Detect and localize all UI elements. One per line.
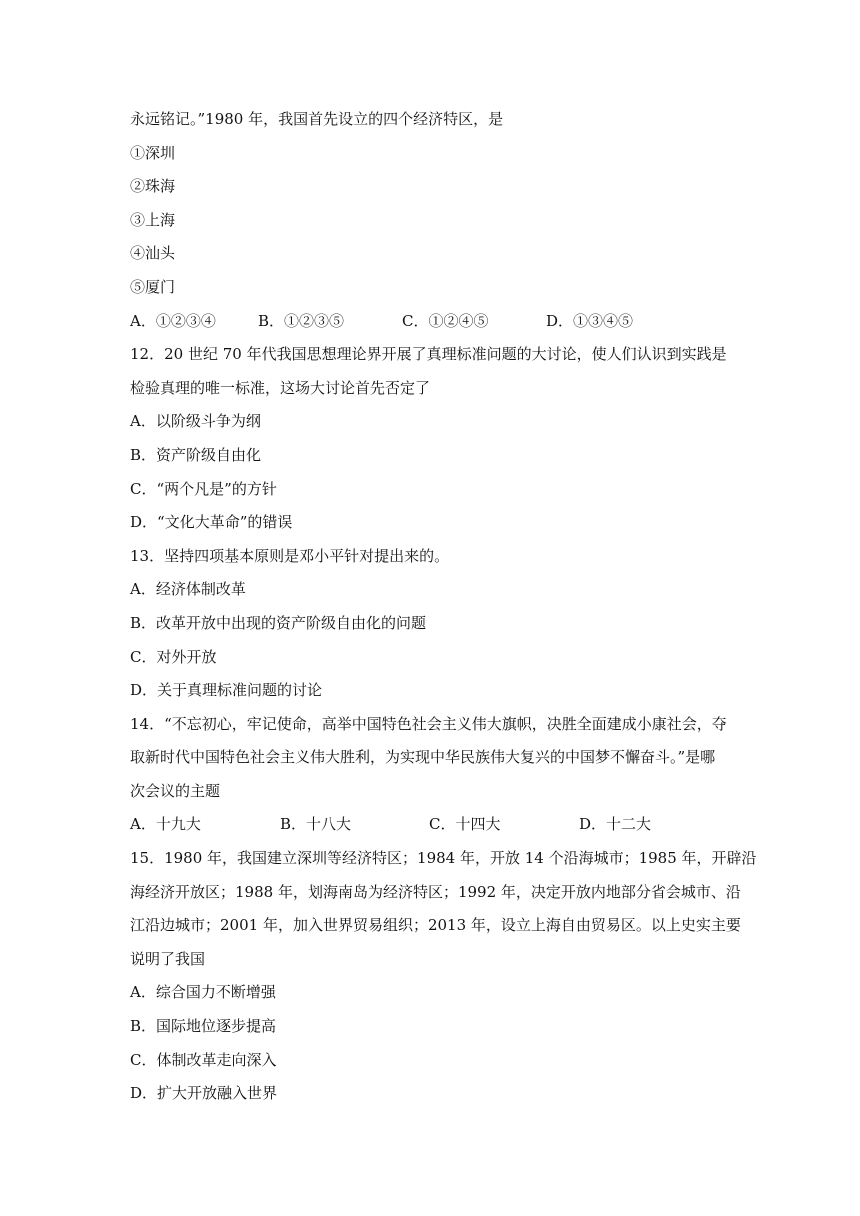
question-12-stem-line-2: 检验真理的唯一标准，这场大讨论首先否定了: [130, 378, 431, 397]
question-content: [130, 103, 757, 1111]
question-12-option-b: B．资产阶级自由化: [130, 445, 262, 464]
question-13-option-a: A．经济体制改革: [130, 580, 246, 599]
question-12-option-c: C．“两个凡是”的方针: [130, 479, 277, 498]
question-12-option-d: D．“文化大革命”的错误: [130, 513, 293, 532]
question-15-option-b: B．国际地位逐步提高: [130, 1017, 277, 1036]
question-15-option-a: A．综合国力不断增强: [130, 983, 276, 1002]
question-11-item-4: ④汕头: [130, 244, 176, 263]
question-13: [130, 540, 740, 708]
question-14-stem-line-2: 取新时代中国特色社会主义伟大胜利，为实现中华民族伟大复兴的中国梦不懈奋斗。”是哪: [130, 748, 716, 767]
question-15-option-d: D．扩大开放融入世界: [130, 1084, 278, 1103]
question-14-stem-line-3: 次会议的主题: [130, 781, 221, 800]
question-13-option-c: C．对外开放: [130, 647, 217, 666]
question-11-option-d: D．①③④⑤: [546, 311, 634, 330]
question-14-option-b: B．十八大: [280, 815, 352, 834]
question-15-stem-line-1: 15．1980 年，我国建立深圳等经济特区；1984 年，开放 14 个沿海城市；1985 年，开辟沿: [130, 849, 757, 868]
question-11-item-1: ①深圳: [130, 143, 176, 162]
question-11-option-c: C．①②④⑤: [402, 311, 489, 330]
question-11-item-3: ③上海: [130, 210, 176, 229]
question-14: [130, 708, 740, 842]
question-12-stem-line-1: 12．20 世纪 70 年代我国思想理论界开展了真理标准问题的大讨论，使人们认识到实践是: [130, 345, 727, 364]
question-14-option-d: D．十二大: [579, 815, 652, 834]
question-11-stem-line: 永远铭记。”1980 年，我国首先设立的四个经济特区，是: [130, 110, 504, 128]
question-11-item-2: ②珠海: [130, 177, 176, 196]
question-11-item-5: ⑤厦门: [130, 277, 176, 296]
question-11-options: [130, 305, 740, 339]
question-15-stem-line-3: 江沿边城市；2001 年，加入世界贸易组织；2013 年，设立上海自由贸易区。以上史实主要: [130, 916, 741, 935]
question-11-option-b: B．①②③⑤: [258, 311, 345, 330]
question-15-stem-line-4: 说明了我国: [130, 949, 206, 968]
question-13-option-d: D．关于真理标准问题的讨论: [130, 681, 323, 700]
question-11: [130, 103, 740, 338]
question-15: [130, 842, 757, 1111]
question-13-stem-line-1: 13．坚持四项基本原则是邓小平针对提出来的。: [130, 546, 450, 565]
question-12: [130, 338, 740, 540]
question-15-option-c: C．体制改革走向深入: [130, 1050, 277, 1069]
question-14-options: [130, 808, 740, 842]
question-14-stem-line-1: 14．“不忘初心，牢记使命，高举中国特色社会主义伟大旗帜，决胜全面建成小康社会，夺: [130, 714, 727, 733]
question-12-option-a: A．以阶级斗争为纲: [130, 412, 261, 431]
question-11-option-a: A．①②③④: [130, 311, 216, 330]
question-14-option-c: C．十四大: [429, 815, 501, 834]
question-13-option-b: B．改革开放中出现的资产阶级自由化的问题: [130, 613, 427, 632]
question-14-option-a: A．十九大: [130, 815, 201, 834]
question-15-stem-line-2: 海经济开放区；1988 年，划海南岛为经济特区；1992 年，决定开放内地部分省会城市、沿: [130, 882, 741, 901]
